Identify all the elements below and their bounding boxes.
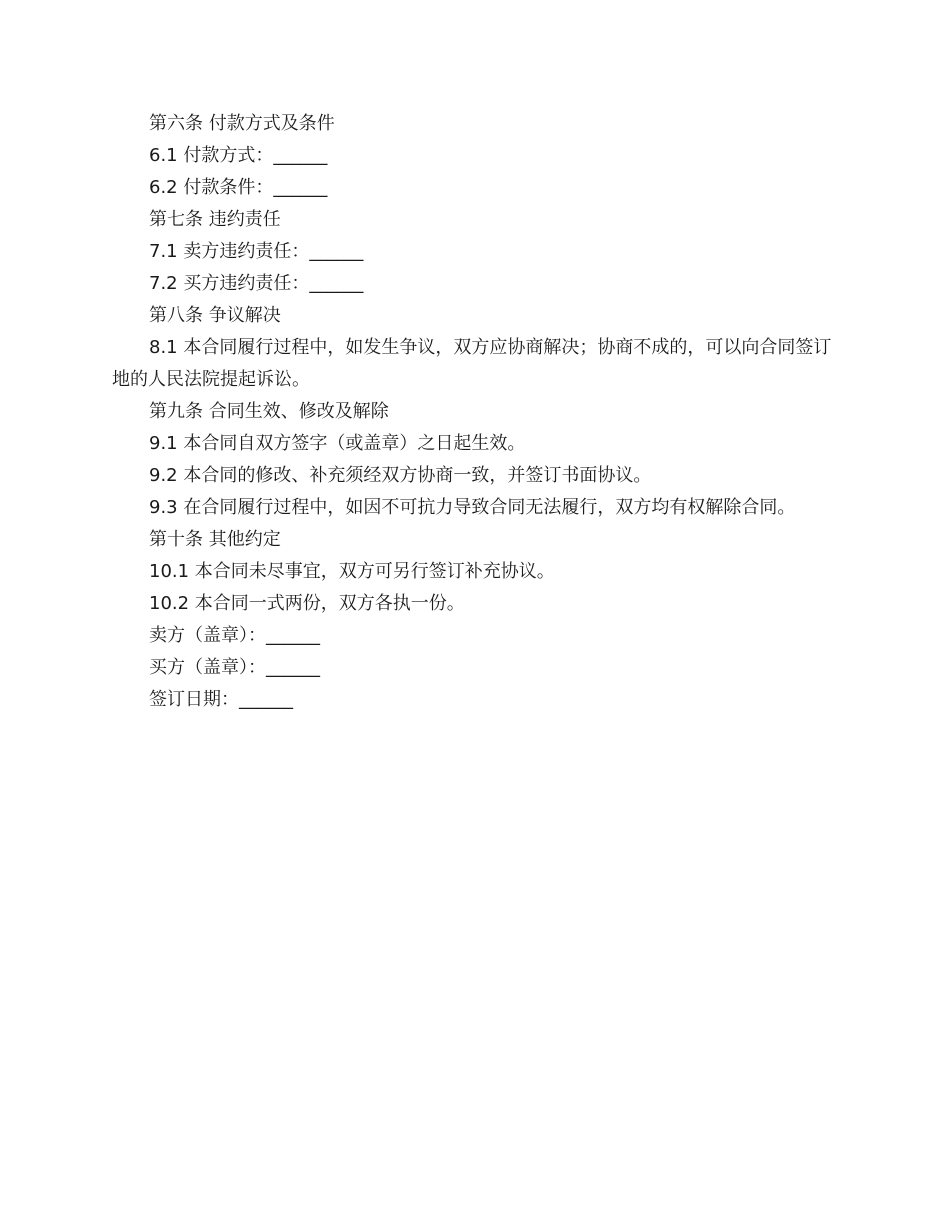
clause-9-2: 9.2 本合同的修改、补充须经双方协商一致，并签订书面协议。: [149, 465, 652, 486]
clause-8-1: 8.1 本合同履行过程中，如发生争议，双方应协商解决；协商不成的，可以向合同签订地的人民法院提起诉讼。: [112, 337, 832, 390]
article-8-heading: 第八条 争议解决: [149, 305, 281, 326]
article-10-heading: 第十条 其他约定: [149, 529, 281, 550]
signing-date-line: 签订日期：______: [149, 689, 293, 710]
article-9-heading: 第九条 合同生效、修改及解除: [149, 401, 389, 422]
clause-7-1: 7.1 卖方违约责任：______: [149, 241, 364, 262]
article-7-heading: 第七条 违约责任: [149, 209, 281, 230]
clause-6-2: 6.2 付款条件：______: [149, 177, 328, 198]
clause-7-2: 7.2 买方违约责任：______: [149, 273, 364, 294]
clause-9-1: 9.1 本合同自双方签字（或盖章）之日起生效。: [149, 433, 526, 454]
clause-10-2: 10.2 本合同一式两份，双方各执一份。: [149, 593, 465, 614]
buyer-seal-line: 买方（盖章）：______: [149, 657, 320, 678]
clause-10-1: 10.1 本合同未尽事宜，双方可另行签订补充协议。: [149, 561, 555, 582]
document-body: [112, 108, 842, 716]
seller-seal-line: 卖方（盖章）：______: [149, 625, 320, 646]
clause-9-3: 9.3 在合同履行过程中，如因不可抗力导致合同无法履行，双方均有权解除合同。: [149, 497, 796, 518]
article-6-heading: 第六条 付款方式及条件: [149, 113, 335, 134]
clause-6-1: 6.1 付款方式：______: [149, 145, 328, 166]
